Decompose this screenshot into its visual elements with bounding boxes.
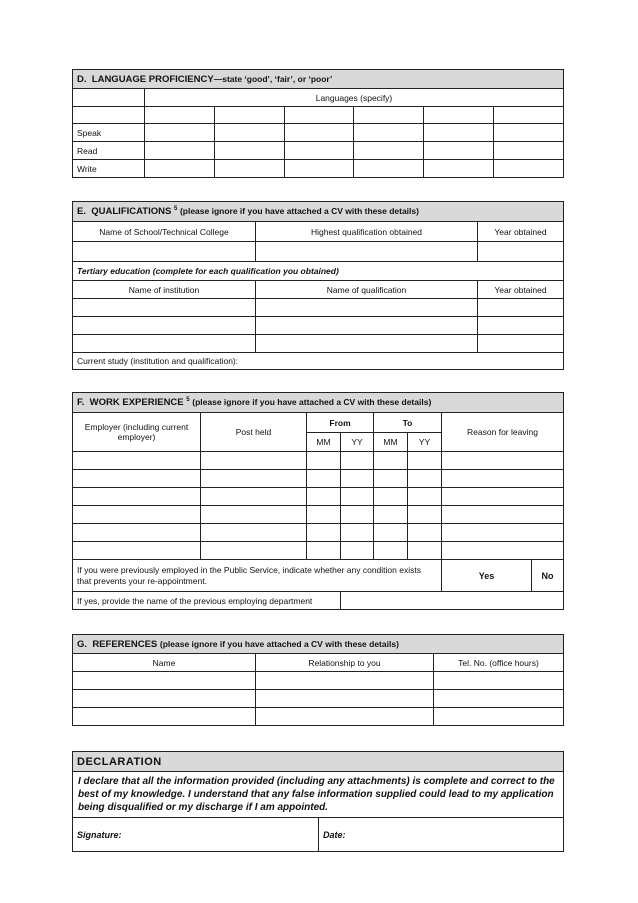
- references-section: [72, 634, 564, 726]
- speak-field[interactable]: [494, 124, 564, 142]
- to-yy-field[interactable]: [408, 488, 442, 506]
- reason-field[interactable]: [442, 506, 564, 524]
- read-label: Read: [73, 142, 145, 160]
- reference-row: [73, 690, 564, 708]
- relationship-field[interactable]: [256, 690, 434, 708]
- work-row: [73, 542, 564, 560]
- tel-no-header: Tel. No. (office hours): [434, 654, 564, 672]
- relationship-field[interactable]: [256, 708, 434, 726]
- work-row: [73, 488, 564, 506]
- to-yy-field[interactable]: [408, 506, 442, 524]
- from-yy-field[interactable]: [341, 452, 374, 470]
- write-field[interactable]: [284, 160, 354, 178]
- tel-no-field[interactable]: [434, 672, 564, 690]
- post-field[interactable]: [201, 488, 307, 506]
- institution-field[interactable]: [73, 317, 256, 335]
- language-name-field[interactable]: [284, 107, 354, 124]
- qualifications-heading: E. QUALIFICATIONS $^5$ (please ignore if you have attached a CV with these details): [73, 202, 564, 222]
- institution-header: Name of institution: [73, 281, 256, 299]
- read-field[interactable]: [354, 142, 424, 160]
- to-yy-field[interactable]: [408, 470, 442, 488]
- to-mm-field[interactable]: [374, 506, 408, 524]
- signature-field[interactable]: Signature:: [73, 818, 319, 852]
- from-yy-field[interactable]: [341, 542, 374, 560]
- employer-field[interactable]: [73, 524, 201, 542]
- from-mm-header: MM: [307, 433, 341, 452]
- tertiary-education-label: Tertiary education (complete for each qualification you obtained): [73, 262, 564, 281]
- post-field[interactable]: [201, 524, 307, 542]
- reference-name-field[interactable]: [73, 690, 256, 708]
- previous-department-field[interactable]: [341, 592, 564, 610]
- tertiary-year-field[interactable]: [478, 335, 564, 353]
- post-held-header: Post held: [201, 413, 307, 452]
- reason-field[interactable]: [442, 452, 564, 470]
- reason-field[interactable]: [442, 470, 564, 488]
- reason-for-leaving-header: Reason for leaving: [442, 413, 564, 452]
- speak-label: Speak: [73, 124, 145, 142]
- relationship-header: Relationship to you: [256, 654, 434, 672]
- institution-field[interactable]: [73, 335, 256, 353]
- employer-field[interactable]: [73, 470, 201, 488]
- work-row: [73, 452, 564, 470]
- reason-field[interactable]: [442, 542, 564, 560]
- work-row: [73, 506, 564, 524]
- public-service-question: If you were previously employed in the Public Service, indicate whether any condition exists that prevents your re-appointment.: [73, 560, 442, 592]
- from-header: From: [307, 413, 374, 433]
- to-mm-header: MM: [374, 433, 408, 452]
- to-yy-field[interactable]: [408, 542, 442, 560]
- employer-field[interactable]: [73, 506, 201, 524]
- qualification-name-field[interactable]: [256, 335, 478, 353]
- qualifications-section: [72, 201, 564, 370]
- references-heading: G. REFERENCES (please ignore if you have attached a CV with these details): [73, 635, 564, 654]
- speak-field[interactable]: [214, 124, 284, 142]
- declaration-heading: DECLARATION: [73, 752, 564, 772]
- qualification-name-field[interactable]: [256, 299, 478, 317]
- to-yy-field[interactable]: [408, 524, 442, 542]
- read-field[interactable]: [284, 142, 354, 160]
- current-study-field[interactable]: Current study (institution and qualification):: [73, 353, 564, 370]
- institution-field[interactable]: [73, 299, 256, 317]
- read-field[interactable]: [424, 142, 494, 160]
- post-field[interactable]: [201, 470, 307, 488]
- to-yy-header: YY: [408, 433, 442, 452]
- speak-field[interactable]: [145, 124, 215, 142]
- speak-field[interactable]: [284, 124, 354, 142]
- year-obtained-header: Year obtained: [478, 222, 564, 242]
- date-field[interactable]: Date:: [319, 818, 564, 852]
- school-name-field[interactable]: [73, 242, 256, 262]
- post-field[interactable]: [201, 452, 307, 470]
- to-header: To: [374, 413, 442, 433]
- yes-option[interactable]: Yes: [442, 560, 532, 592]
- write-field[interactable]: [214, 160, 284, 178]
- from-yy-field[interactable]: [341, 506, 374, 524]
- declaration-section: [72, 751, 564, 852]
- language-name-field[interactable]: [424, 107, 494, 124]
- qualification-name-header: Name of qualification: [256, 281, 478, 299]
- tel-no-field[interactable]: [434, 708, 564, 726]
- employer-field[interactable]: [73, 452, 201, 470]
- write-field[interactable]: [424, 160, 494, 178]
- language-name-field[interactable]: [354, 107, 424, 124]
- language-heading: D. LANGUAGE PROFICIENCY—state ‘good’, ‘fair’, or ‘poor’: [73, 70, 564, 89]
- post-field[interactable]: [201, 506, 307, 524]
- relationship-field[interactable]: [256, 672, 434, 690]
- work-row: [73, 524, 564, 542]
- speak-field[interactable]: [354, 124, 424, 142]
- write-field[interactable]: [494, 160, 564, 178]
- employer-header: Employer (including current employer): [73, 413, 201, 452]
- employer-field[interactable]: [73, 542, 201, 560]
- reason-field[interactable]: [442, 524, 564, 542]
- language-corner-cell: [73, 89, 145, 107]
- language-blank-label: [73, 107, 145, 124]
- language-name-field[interactable]: [214, 107, 284, 124]
- post-field[interactable]: [201, 542, 307, 560]
- work-experience-section: [72, 392, 564, 610]
- read-field[interactable]: [494, 142, 564, 160]
- reference-row: [73, 672, 564, 690]
- from-mm-field[interactable]: [307, 470, 341, 488]
- write-field[interactable]: [145, 160, 215, 178]
- previous-department-label: If yes, provide the name of the previous employing department: [73, 592, 341, 610]
- highest-qualification-field[interactable]: [256, 242, 478, 262]
- write-label: Write: [73, 160, 145, 178]
- work-experience-heading: F. WORK EXPERIENCE $^5$ (please ignore if you have attached a CV with these details): [73, 393, 564, 413]
- to-mm-field[interactable]: [374, 470, 408, 488]
- to-yy-field[interactable]: [408, 452, 442, 470]
- read-field[interactable]: [145, 142, 215, 160]
- to-mm-field[interactable]: [374, 542, 408, 560]
- qualification-name-field[interactable]: [256, 317, 478, 335]
- from-yy-header: YY: [341, 433, 374, 452]
- write-field[interactable]: [354, 160, 424, 178]
- tertiary-year-field[interactable]: [478, 317, 564, 335]
- speak-field[interactable]: [424, 124, 494, 142]
- reference-row: [73, 708, 564, 726]
- year-obtained-field[interactable]: [478, 242, 564, 262]
- language-name-field[interactable]: [494, 107, 564, 124]
- to-mm-field[interactable]: [374, 488, 408, 506]
- reason-field[interactable]: [442, 488, 564, 506]
- tertiary-year-header: Year obtained: [478, 281, 564, 299]
- from-mm-field[interactable]: [307, 524, 341, 542]
- from-yy-field[interactable]: [341, 470, 374, 488]
- from-yy-field[interactable]: [341, 488, 374, 506]
- from-mm-field[interactable]: [307, 488, 341, 506]
- language-name-field[interactable]: [145, 107, 215, 124]
- reference-name-field[interactable]: [73, 672, 256, 690]
- read-field[interactable]: [214, 142, 284, 160]
- no-option[interactable]: No: [532, 560, 564, 592]
- highest-qualification-header: Highest qualification obtained: [256, 222, 478, 242]
- from-mm-field[interactable]: [307, 506, 341, 524]
- declaration-text: I declare that all the information provided (including any attachments) is complete and correct to the best of my knowledge. I understand that any false information supplied could lead to my application being disqualified or my discharge if I am appointed.: [73, 772, 564, 818]
- tertiary-year-field[interactable]: [478, 299, 564, 317]
- language-proficiency-section: [72, 69, 564, 178]
- languages-label: Languages (specify): [145, 89, 564, 107]
- tel-no-field[interactable]: [434, 690, 564, 708]
- from-mm-field[interactable]: [307, 542, 341, 560]
- school-name-header: Name of School/Technical College: [73, 222, 256, 242]
- from-mm-field[interactable]: [307, 452, 341, 470]
- work-row: [73, 470, 564, 488]
- to-mm-field[interactable]: [374, 452, 408, 470]
- employer-field[interactable]: [73, 488, 201, 506]
- to-mm-field[interactable]: [374, 524, 408, 542]
- from-yy-field[interactable]: [341, 524, 374, 542]
- reference-name-header: Name: [73, 654, 256, 672]
- reference-name-field[interactable]: [73, 708, 256, 726]
